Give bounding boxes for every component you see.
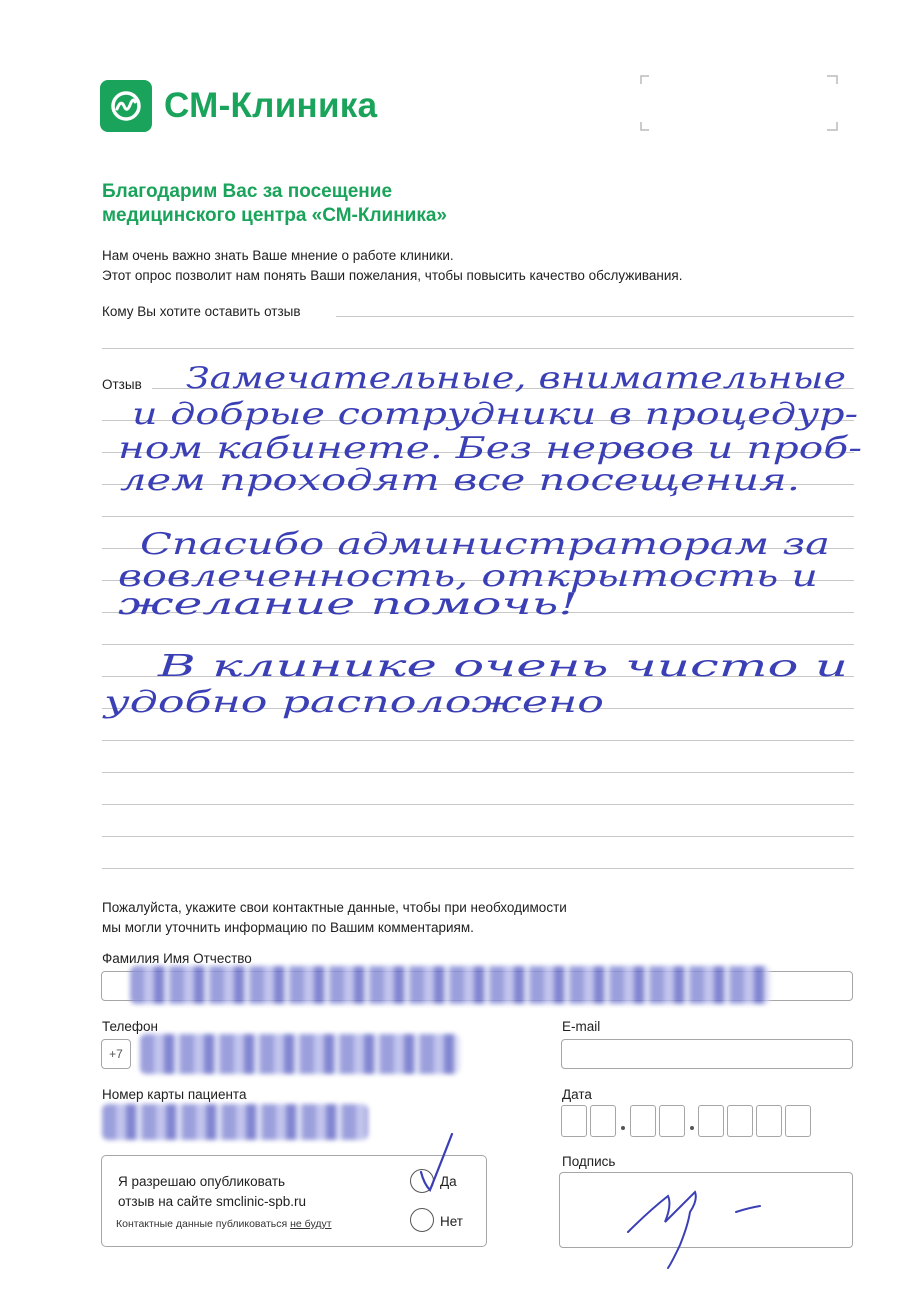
redacted-phone[interactable] — [140, 1034, 460, 1074]
contact-prompt: Пожалуйста, укажите свои контактные данные, чтобы при необходимости мы могли уточнить информацию по Вашим комментариям. — [102, 900, 567, 935]
review-line: и добрые сотрудники в процедур- — [132, 397, 858, 432]
phone-label: Телефон — [102, 1019, 159, 1034]
phone-prefix: +7 — [101, 1039, 131, 1069]
review-line: лем проходят все посещения. — [120, 463, 800, 498]
review-line: Замечательные, внимательные — [186, 361, 846, 396]
name-label: Фамилия Имя Отчество — [102, 951, 252, 966]
review-line: вовлеченность, открытость и — [118, 559, 818, 594]
consent-line2: отзыв на сайте smclinic-spb.ru — [118, 1194, 307, 1209]
card-label: Номер карты пациента — [102, 1087, 247, 1102]
brand-name: СМ-Клиника — [164, 86, 378, 125]
review-label: Отзыв — [102, 377, 142, 392]
recipient-label: Кому Вы хотите оставить отзыв — [102, 304, 301, 319]
consent-no-label: Нет — [440, 1214, 463, 1229]
redacted-name — [130, 966, 770, 1004]
consent-note: Контактные данные публиковаться не будут — [116, 1218, 332, 1230]
review-line: ном кабинете. Без нервов и проб- — [118, 431, 862, 466]
signature-label: Подпись — [562, 1154, 616, 1169]
consent-no-radio[interactable] — [410, 1208, 434, 1232]
review-line: удобно расположено — [101, 685, 604, 720]
page-title: Благодарим Вас за посещение медицинского центра «СМ-Клиника» — [102, 181, 447, 226]
review-line: желание помочь! — [118, 587, 578, 622]
consent-yes-radio[interactable] — [410, 1169, 434, 1193]
review-line: В клинике очень чисто и — [156, 649, 848, 684]
consent-yes-label: Да — [440, 1174, 457, 1189]
signature-field[interactable] — [559, 1172, 853, 1248]
consent-line1: Я разрешаю опубликовать — [118, 1174, 286, 1189]
redacted-card-number[interactable] — [102, 1104, 368, 1140]
review-line: Спасибо администраторам за — [140, 527, 830, 562]
intro-text: Нам очень важно знать Ваше мнение о работе клиники. Этот опрос позволит нам понять Ваши пожелания, чтобы повысить качество обслуживания. — [102, 248, 683, 283]
publish-consent — [101, 1155, 487, 1247]
email-label: E-mail — [562, 1019, 601, 1034]
date-label: Дата — [562, 1087, 592, 1102]
email-field[interactable] — [561, 1039, 853, 1069]
